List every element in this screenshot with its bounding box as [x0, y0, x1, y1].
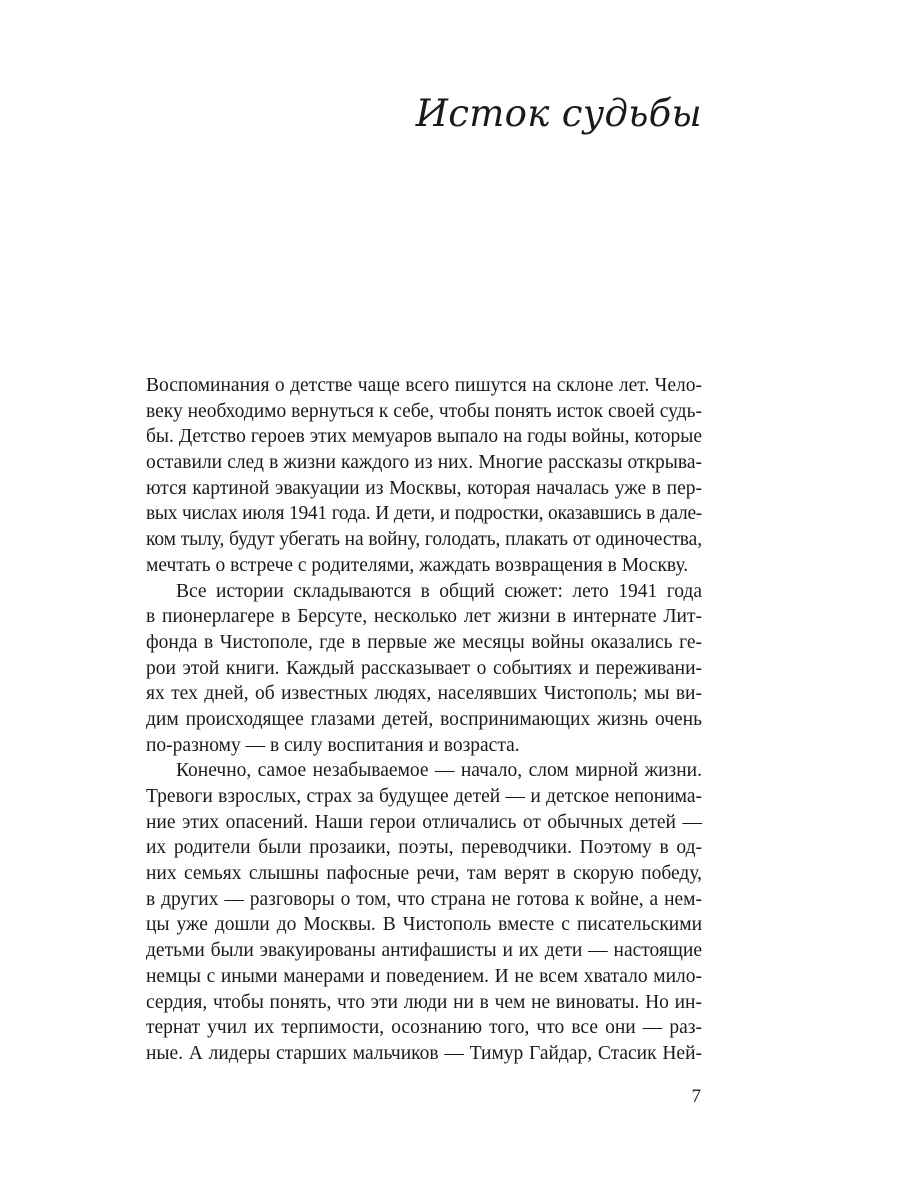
text-line: них семьях слышны пафосные речи, там верят в скорую победу,	[146, 863, 702, 885]
page-number: 7	[691, 1086, 701, 1107]
text-line: мечтать о встрече с родителями, жаждать возвращения в Москву.	[146, 554, 689, 576]
text-line: вых числах июля 1941 года. И дети, и подростки, оказавшись в дале-	[146, 503, 702, 525]
body-text	[146, 373, 702, 1067]
text-line: ются картиной эвакуации из Москвы, которая началась уже в пер-	[146, 477, 702, 499]
text-line: цы уже дошли до Москвы. В Чистополь вместе с писательскими	[146, 914, 702, 936]
text-line: оставили след в жизни каждого из них. Многие рассказы открыва-	[146, 452, 702, 474]
text-line: ком тылу, будут убегать на войну, голодать, плакать от одиночества,	[146, 529, 702, 551]
text-line: бы. Детство героев этих мемуаров выпало на годы войны, которые	[146, 426, 702, 448]
text-line: дим происходящее глазами детей, воспринимающих жизнь очень	[146, 708, 702, 730]
text-line: Все истории складываются в общий сюжет: лето 1941 года	[176, 580, 702, 602]
text-line: в пионерлагере в Берсуте, несколько лет жизни в интернате Лит-	[146, 606, 702, 628]
text-line: немцы с иными манерами и поведением. И не всем хватало мило-	[146, 965, 702, 987]
text-line: по-разному — в силу воспитания и возраста.	[146, 734, 520, 756]
text-line: фонда в Чистополе, где в первые же месяцы войны оказались ге-	[146, 631, 702, 653]
chapter-title: Исток судьбы	[415, 92, 702, 135]
text-line: Воспоминания о детстве чаще всего пишутся на склоне лет. Чело-	[146, 375, 702, 396]
text-line: детьми были эвакуированы антифашисты и их дети — настоящие	[146, 940, 702, 962]
text-line: рои этой книги. Каждый рассказывает о событиях и переживани-	[146, 657, 702, 679]
text-line: веку необходимо вернуться к себе, чтобы понять исток своей судь-	[146, 400, 702, 422]
text-line: Конечно, самое незабываемое — начало, слом мирной жизни.	[176, 760, 702, 782]
text-line: ные. А лидеры старших мальчиков — Тимур Гайдар, Стасик Ней-	[146, 1042, 702, 1064]
text-line: Тревоги взрослых, страх за будущее детей — и детское непонима-	[146, 786, 702, 807]
text-line: их родители были прозаики, поэты, переводчики. Поэтому в од-	[146, 837, 702, 859]
text-line: тернат учил их терпимости, осознанию того, что все они — раз-	[146, 1017, 702, 1039]
text-line: ние этих опасений. Наши герои отличались от обычных детей —	[146, 811, 702, 833]
text-line: в других — разговоры о том, что страна не готова к войне, а нем-	[146, 888, 702, 910]
text-line: сердия, чтобы понять, что эти люди ни в чем не виноваты. Но ин-	[146, 991, 702, 1013]
text-line: ях тех дней, об известных людях, населявших Чистополь; мы ви-	[146, 683, 702, 705]
